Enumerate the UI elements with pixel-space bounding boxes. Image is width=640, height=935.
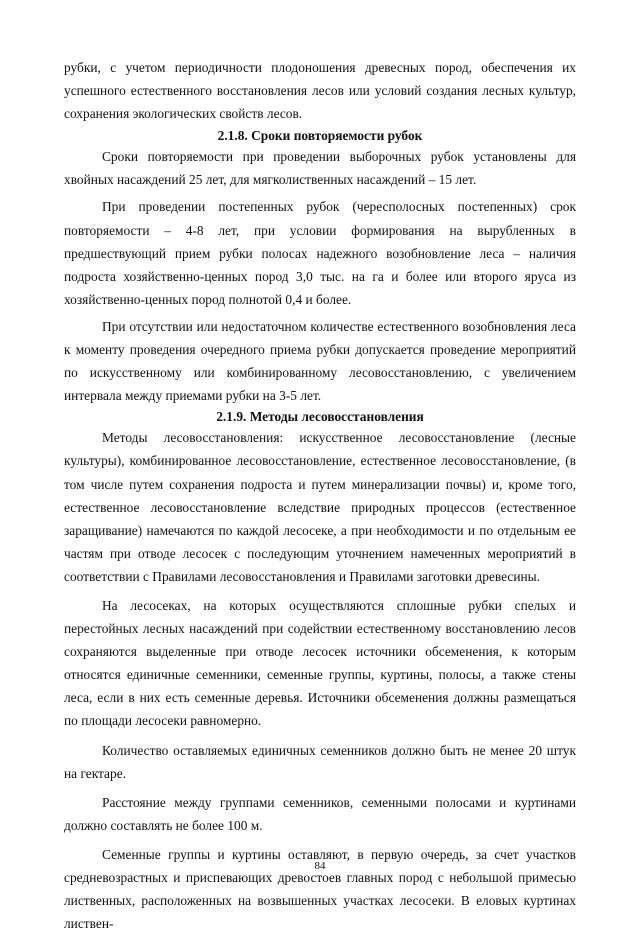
paragraph-seed-trees-count: Количество оставляемых единичных семенников должно быть не менее 20 штук на гектаре. (64, 742, 576, 781)
paragraph-seed-groups-selection: Семенные группы и куртины оставляют, в первую очередь, за счет участков средневозрастных и приспевающих древостоев главных пород с небольшой примесью лиственных, расположенных на возвышенных участках лесосеки. В еловых куртинах листвен- (64, 846, 576, 932)
section-heading-2-1-9: 2.1.9. Методы лесовосстановления (216, 409, 424, 425)
paragraph-insufficient-regeneration: При отсутствии или недостаточном количестве естественного возобновления леса к моменту проведения очередного приема рубки допускается проведение мероприятий по искусственному или комбинированному лесовосстановлению, с увеличением интервала между приемами рубки на 3-5 лет. (64, 318, 576, 404)
paragraph-intro: рубки, с учетом периодичности плодоношения древесных пород, обеспечения их успешного естественного восстановления лесов или условий создания лесных культур, сохранения экологических свойств лесов. (64, 60, 576, 122)
paragraph-reforestation-methods: Методы лесовосстановления: искусственное лесовосстановление (лесные культуры), комбинированное лесовосстановление, естественное лесовосстановление, (в том числе путем сохранения подроста и путем минерализации почвы) и, кроме того, естественное лесовосстановление вследствие природных процессов (естественное заращивание) намечаются по каждой лесосеке, а при необходимости и по отдельным ее частям при отводе лесосек с последующим уточнением намеченных мероприятий в соответствии с Правилами лесовосстановления и Правилами заготовки древесины. (64, 430, 576, 584)
section-heading-2-1-8: 2.1.8. Сроки повторяемости рубок (217, 128, 423, 144)
document-page (64, 56, 576, 935)
paragraph-seed-groups-distance: Расстояние между группами семенников, семенными полосами и куртинами должно составлять не более 100 м. (64, 794, 576, 833)
paragraph-gradual-cuttings: При проведении постепенных рубок (чересполосных постепенных) срок повторяемости – 4-8 лет, при условии формирования на вырубленных в предшествующий прием рубки полосах надежного возобновление леса – наличия подроста хозяйственно-ценных пород 3,0 тыс. на га и более или второго яруса из хозяйственно-ценных пород полнотой 0,4 и более. (64, 199, 576, 307)
page-number: 84 (314, 860, 326, 872)
paragraph-repeat-periods: Сроки повторяемости при проведении выборочных рубок установлены для хвойных насаждений 25 лет, для мягколиственных насаждений – 15 лет. (64, 149, 576, 188)
paragraph-clear-cuttings: На лесосеках, на которых осуществляются сплошные рубки спелых и перестойных лесных насаждений при содействии естественному восстановлению лесов сохраняются выделенные при отводе лесосек источники обсеменения, к которым относятся единичные семенники, семенные группы, куртины, полосы, а также стены леса, если в них есть семенные деревья. Источники обсеменения должны размещаться по площади лесосеки равномерно. (64, 597, 576, 729)
